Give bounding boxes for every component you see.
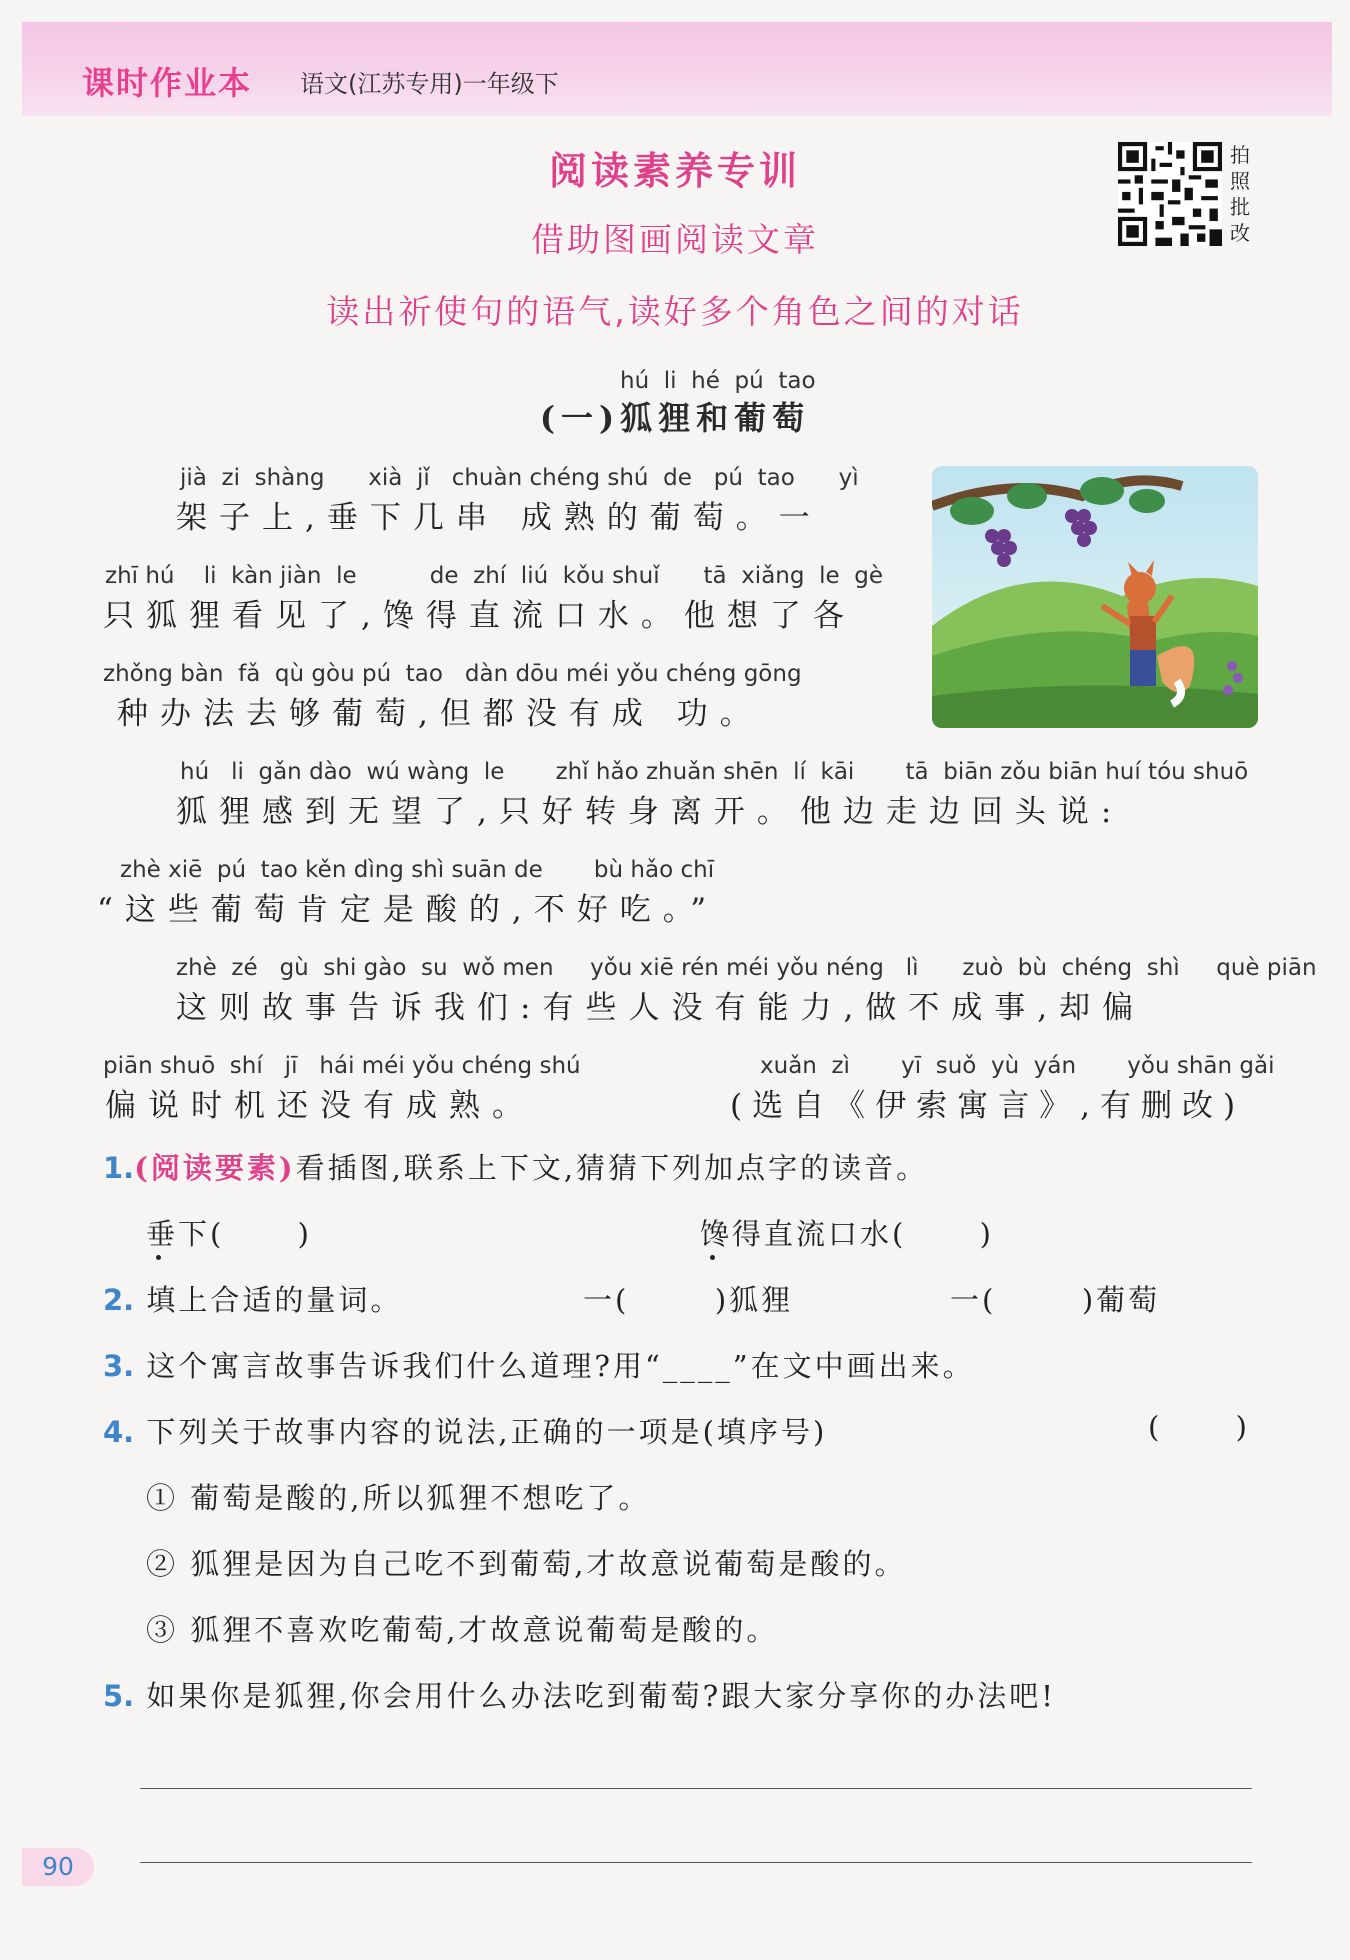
- question-text: 下列关于故事内容的说法,正确的一项是(填序号): [146, 1415, 828, 1449]
- question-2: [103, 1278, 402, 1319]
- page-number: 90: [22, 1848, 94, 1886]
- story-pinyin-line: jià zi shàng xià jǐ chuàn chéng shú de pú tao yì: [180, 465, 859, 491]
- story-title-pinyin: hú li hé pú tao: [620, 368, 816, 394]
- story-pinyin-line: zhǒng bàn fǎ qù gòu pú tao dàn dōu méi yǒu chéng gōng: [103, 661, 802, 687]
- answer-line[interactable]: [140, 1788, 1252, 1789]
- q1-item-a[interactable]: 垂下( ): [146, 1217, 312, 1251]
- question-number: 3.: [103, 1349, 135, 1383]
- book-subtitle: 语文(江苏专用)一年级下: [300, 70, 559, 98]
- q4-option-3[interactable]: ③ 狐狸不喜欢吃葡萄,才故意说葡萄是酸的。: [146, 1613, 779, 1647]
- question-text: 填上合适的量词。: [146, 1283, 403, 1317]
- qr-label-char: 批: [1230, 195, 1250, 219]
- question-text: 如果你是狐狸,你会用什么办法吃到葡萄?跟大家分享你的办法吧!: [146, 1679, 1056, 1713]
- fox-and-grapes-illustration: [932, 466, 1258, 728]
- story-pinyin-line: zhè xiē pú tao kěn dìng shì suān de bù hǎo chī: [120, 857, 715, 883]
- story-pinyin-line: zhī hú li kàn jiàn le de zhí liú kǒu shuǐ tā xiǎng le gè: [105, 563, 884, 589]
- question-4: [103, 1410, 827, 1451]
- answer-line[interactable]: [140, 1862, 1252, 1863]
- question-1: [103, 1146, 928, 1187]
- question-text: 这个寓言故事告诉我们什么道理?用“____”在文中画出来。: [146, 1349, 975, 1383]
- qr-label-char: 拍: [1230, 143, 1250, 167]
- q2-blank-grapes[interactable]: 一( )葡萄: [950, 1283, 1161, 1317]
- question-3: [103, 1344, 975, 1385]
- q4-option-1[interactable]: ① 葡萄是酸的,所以狐狸不想吃了。: [146, 1481, 651, 1515]
- story-text-line: 只狐狸看见了,馋得直流口水。他想了各: [103, 598, 856, 634]
- story-source: (选自《伊索寓言》,有删改): [730, 1088, 1246, 1124]
- question-tag: (阅读要素): [134, 1151, 296, 1185]
- story-text-line: 狐狸感到无望了,只好转身离开。他边走边回头说:: [176, 794, 1124, 830]
- story-text-line: 偏说时机还没有成熟。: [105, 1088, 535, 1124]
- story-pinyin-line: zhè zé gù shi gào su wǒ men yǒu xiē rén méi yǒu néng lì zuò bù chéng shì què piān: [176, 955, 1317, 981]
- story-title: (一)狐狸和葡萄: [539, 399, 811, 437]
- qr-label-char: 照: [1230, 169, 1250, 193]
- q1-item-b[interactable]: 馋得直流口水( ): [700, 1217, 994, 1251]
- question-number: 2.: [103, 1283, 135, 1317]
- section-title: 阅读素养专训: [548, 149, 801, 193]
- story-text-line: “这些葡萄肯定是酸的,不好吃。”: [97, 892, 719, 928]
- source-pinyin: xuǎn zì yī suǒ yù yán yǒu shān gǎi: [760, 1053, 1275, 1079]
- q4-answer-paren[interactable]: ( ): [1148, 1410, 1250, 1444]
- story-text-line: 种办法去够葡萄,但都没有成 功。: [117, 696, 763, 732]
- qr-label-char: 改: [1230, 221, 1250, 245]
- story-text-line: 架子上,垂下几串 成熟的葡萄。一: [176, 500, 822, 536]
- question-number: 5.: [103, 1679, 135, 1713]
- qr-label: [1227, 142, 1253, 246]
- question-text: 看插图,联系上下文,猜猜下列加点字的读音。: [295, 1151, 929, 1185]
- section-subtitle-1: 借助图画阅读文章: [531, 220, 819, 259]
- story-text-line: 这则故事告诉我们:有些人没有能力,做不成事,却偏: [176, 990, 1146, 1026]
- book-brand: 课时作业本: [82, 64, 253, 102]
- q2-blank-fox[interactable]: 一( )狐狸: [583, 1283, 794, 1317]
- qr-code-icon[interactable]: [1118, 142, 1222, 246]
- story-pinyin-line: hú li gǎn dào wú wàng le zhǐ hǎo zhuǎn shēn lí kāi tā biān zǒu biān huí tóu shuō: [180, 759, 1249, 785]
- story-pinyin-line: piān shuō shí jī hái méi yǒu chéng shú: [103, 1053, 581, 1079]
- section-subtitle-2: 读出祈使句的语气,读好多个角色之间的对话: [326, 292, 1024, 331]
- question-number: 1.: [103, 1151, 135, 1185]
- q4-option-2[interactable]: ② 狐狸是因为自己吃不到葡萄,才故意说葡萄是酸的。: [146, 1547, 907, 1581]
- question-5: [103, 1674, 1056, 1715]
- question-number: 4.: [103, 1415, 135, 1449]
